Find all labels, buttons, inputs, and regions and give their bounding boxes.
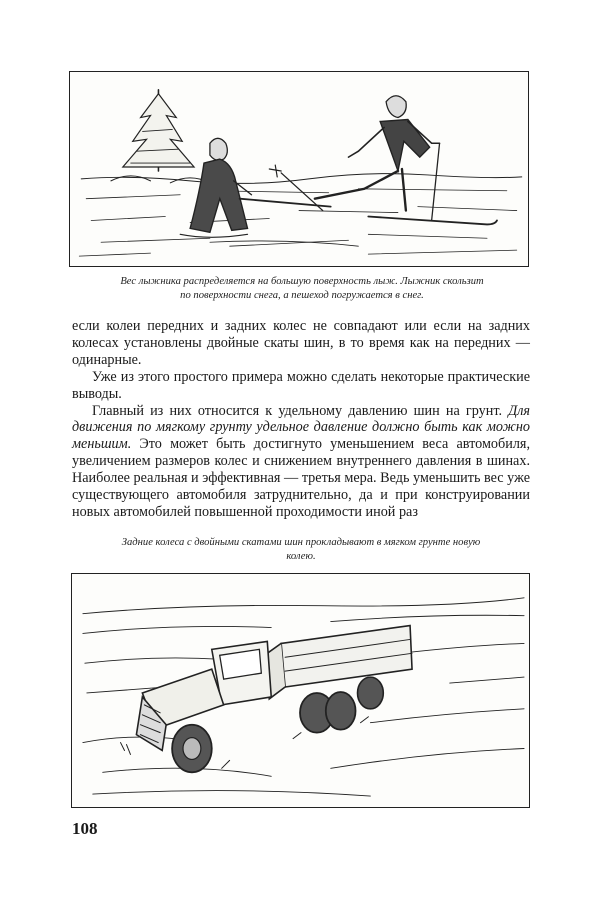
paragraph: если колеи передних и задних колес не совпадают или если на задних колесах установлены двойные скаты шин, в то время как на передних — одинарные.	[72, 318, 530, 368]
figure-1-caption	[72, 275, 532, 302]
paragraph	[72, 403, 530, 521]
skier-drawing	[70, 72, 528, 266]
paragraph-text: Главный из них относится к удельному давлению шин на грунт.	[92, 402, 509, 419]
skier-illustration	[69, 71, 529, 267]
emphasized-text: Для движения по мягкому грунту удельное давление должно быть как можно меньшим.	[72, 402, 530, 453]
paragraph: Уже из этого простого примера можно сделать некоторые практические выводы.	[72, 368, 530, 402]
page-number: 108	[72, 819, 98, 838]
caption-line: Задние колеса с двойными скатами шин прокладывают в мягком грунте новую	[121, 537, 481, 548]
truck-illustration	[71, 573, 530, 808]
paragraph-text: Это может быть достигнуто уменьшением веса автомобиля, увеличением размеров колес и снижением внутреннего давления в шинах. Наиболее реальная и эффективная — третья мера. Ведь уменьшить вес уже существующего автомобиля затруднительно, да и при конструировании новых автомобилей повышенной проходимости иной раз	[72, 436, 530, 520]
caption-line: по поверхности снега, а пешеход погружается в снег.	[180, 289, 424, 301]
body-text	[72, 318, 530, 521]
figure-2-caption	[70, 536, 532, 563]
caption-line: Вес лыжника распределяется на большую поверхность лыж. Лыжник скользит	[120, 276, 484, 287]
truck-drawing	[72, 574, 529, 807]
caption-line: колею.	[286, 550, 316, 562]
